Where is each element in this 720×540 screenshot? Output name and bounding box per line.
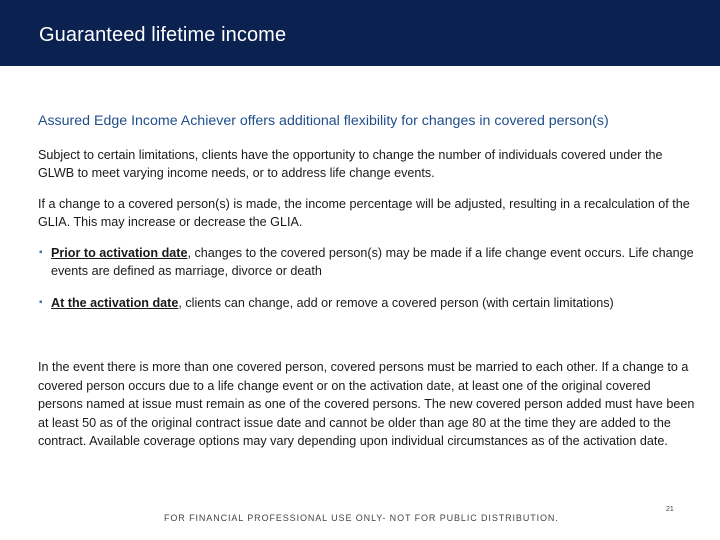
- bullet-lead-text: Prior to activation date: [51, 246, 188, 260]
- footer-disclaimer: FOR FINANCIAL PROFESSIONAL USE ONLY- NOT FOR PUBLIC DISTRIBUTION.: [164, 513, 559, 523]
- paragraph-income-percentage: If a change to a covered person(s) is made, the income percentage will be adjusted, resulting in a recalculation of the GLIA. This may increase or decrease the GLIA.: [38, 197, 690, 229]
- paragraph-multiple-covered-persons: In the event there is more than one covered person, covered persons must be married to each other. If a change to a covered person occurs due to a life change event or on the activation date, at least one of the original covered persons named at issue must remain as one of the covered persons. The new covered person added must have been at least 50 as of the original contract issue date and cannot be older than age 80 at the time they are added to the contract. Available coverage options may vary depending upon individual circumstances as of the activation date.: [38, 360, 695, 449]
- bullet-marker-icon: ▪: [39, 297, 43, 308]
- section-subtitle: Assured Edge Income Achiever offers additional flexibility for changes in covered person(s): [38, 113, 609, 129]
- bullet-item-prior-activation: [38, 244, 703, 280]
- header-bar: [0, 0, 720, 66]
- bullet-marker-icon: ▪: [39, 247, 43, 258]
- page-title: Guaranteed lifetime income: [39, 24, 287, 46]
- bullet-lead-text: At the activation date: [51, 296, 179, 310]
- bullet-body-text: , changes to the covered person(s) may be made if a life change event occurs. Life change events are defined as marriage, divorce or death: [51, 246, 694, 278]
- bullet-body-text: , clients can change, add or remove a covered person (with certain limitations): [178, 296, 614, 310]
- bullet-item-at-activation: [38, 294, 703, 312]
- page-number: 21: [666, 506, 674, 513]
- paragraph-limitations: Subject to certain limitations, clients have the opportunity to change the number of individuals covered under the GLWB to meet varying income needs, or to address life change events.: [38, 148, 663, 180]
